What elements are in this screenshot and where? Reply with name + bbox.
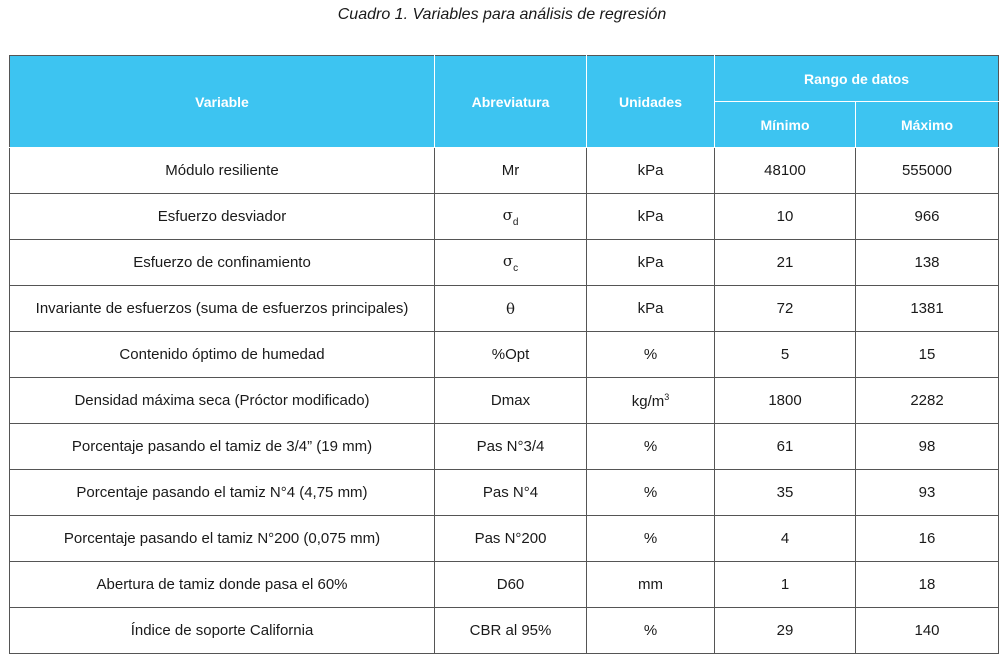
cell-minimum: 29 bbox=[715, 608, 856, 654]
header-variable: Variable bbox=[10, 56, 435, 148]
table-row bbox=[10, 424, 999, 470]
cell-minimum: 1800 bbox=[715, 378, 856, 424]
table-row bbox=[10, 286, 999, 332]
table-body bbox=[10, 148, 999, 654]
table-row bbox=[10, 608, 999, 654]
cell-abbreviation: Pas N°3/4 bbox=[435, 424, 587, 470]
table-row bbox=[10, 378, 999, 424]
table-row bbox=[10, 148, 999, 194]
table-caption: Cuadro 1. Variables para análisis de regresión bbox=[337, 6, 667, 23]
header-data-range: Rango de datos bbox=[715, 56, 999, 102]
cell-maximum: 16 bbox=[856, 516, 999, 562]
cell-maximum: 18 bbox=[856, 562, 999, 608]
cell-minimum: 35 bbox=[715, 470, 856, 516]
header-minimum: Mínimo bbox=[715, 102, 856, 148]
cell-units: % bbox=[587, 608, 715, 654]
cell-variable: Invariante de esfuerzos (suma de esfuerzos principales) bbox=[10, 286, 435, 332]
table-row bbox=[10, 194, 999, 240]
cell-variable: Abertura de tamiz donde pasa el 60% bbox=[10, 562, 435, 608]
cell-variable: Esfuerzo desviador bbox=[10, 194, 435, 240]
cell-variable: Densidad máxima seca (Próctor modificado) bbox=[10, 378, 435, 424]
cell-maximum: 1381 bbox=[856, 286, 999, 332]
cell-maximum: 966 bbox=[856, 194, 999, 240]
cell-abbreviation bbox=[435, 240, 587, 286]
cell-maximum: 555000 bbox=[856, 148, 999, 194]
units-base: kg/m bbox=[631, 392, 665, 410]
header-units: Unidades bbox=[587, 56, 715, 148]
cell-units: kPa bbox=[587, 286, 715, 332]
cell-minimum: 48100 bbox=[715, 148, 856, 194]
cell-units: kPa bbox=[587, 148, 715, 194]
cell-variable: Módulo resiliente bbox=[10, 148, 435, 194]
cell-maximum: 140 bbox=[856, 608, 999, 654]
cell-maximum: 138 bbox=[856, 240, 999, 286]
regression-variables-table bbox=[9, 55, 999, 654]
cell-abbreviation: Pas N°4 bbox=[435, 470, 587, 516]
cell-abbreviation: Dmax bbox=[435, 378, 587, 424]
cell-units: % bbox=[587, 424, 715, 470]
cell-maximum: 15 bbox=[856, 332, 999, 378]
superscript: 3 bbox=[664, 391, 670, 402]
cell-abbreviation: Mr bbox=[435, 148, 587, 194]
cell-abbreviation: D60 bbox=[435, 562, 587, 608]
cell-abbreviation bbox=[435, 194, 587, 240]
table-row bbox=[10, 240, 999, 286]
cell-maximum: 93 bbox=[856, 470, 999, 516]
header-maximum: Máximo bbox=[856, 102, 999, 148]
cell-variable: Contenido óptimo de humedad bbox=[10, 332, 435, 378]
table-row bbox=[10, 470, 999, 516]
table-row bbox=[10, 332, 999, 378]
header-abbreviation: Abreviatura bbox=[435, 56, 587, 148]
cell-units: % bbox=[587, 470, 715, 516]
cell-variable: Porcentaje pasando el tamiz de 3/4” (19 mm) bbox=[10, 424, 435, 470]
cell-units: kPa bbox=[587, 240, 715, 286]
sigma-symbol: σ bbox=[502, 251, 514, 270]
cell-abbreviation: Pas N°200 bbox=[435, 516, 587, 562]
cell-units: % bbox=[587, 332, 715, 378]
cell-units: kPa bbox=[587, 194, 715, 240]
cell-minimum: 61 bbox=[715, 424, 856, 470]
table-row bbox=[10, 562, 999, 608]
table-row bbox=[10, 516, 999, 562]
cell-minimum: 10 bbox=[715, 194, 856, 240]
cell-minimum: 5 bbox=[715, 332, 856, 378]
cell-units: % bbox=[587, 516, 715, 562]
cell-abbreviation: %Opt bbox=[435, 332, 587, 378]
cell-maximum: 2282 bbox=[856, 378, 999, 424]
cell-variable: Índice de soporte California bbox=[10, 608, 435, 654]
subscript: d bbox=[512, 216, 519, 228]
cell-abbreviation: θ bbox=[435, 286, 587, 332]
cell-maximum: 98 bbox=[856, 424, 999, 470]
cell-minimum: 1 bbox=[715, 562, 856, 608]
cell-variable: Esfuerzo de confinamiento bbox=[10, 240, 435, 286]
sigma-symbol: σ bbox=[502, 205, 513, 224]
cell-units: mm bbox=[587, 562, 715, 608]
cell-variable: Porcentaje pasando el tamiz N°4 (4,75 mm) bbox=[10, 470, 435, 516]
cell-abbreviation: CBR al 95% bbox=[435, 608, 587, 654]
cell-minimum: 21 bbox=[715, 240, 856, 286]
cell-minimum: 72 bbox=[715, 286, 856, 332]
subscript: c bbox=[513, 262, 519, 274]
cell-units bbox=[587, 378, 715, 424]
cell-minimum: 4 bbox=[715, 516, 856, 562]
cell-variable: Porcentaje pasando el tamiz N°200 (0,075 mm) bbox=[10, 516, 435, 562]
